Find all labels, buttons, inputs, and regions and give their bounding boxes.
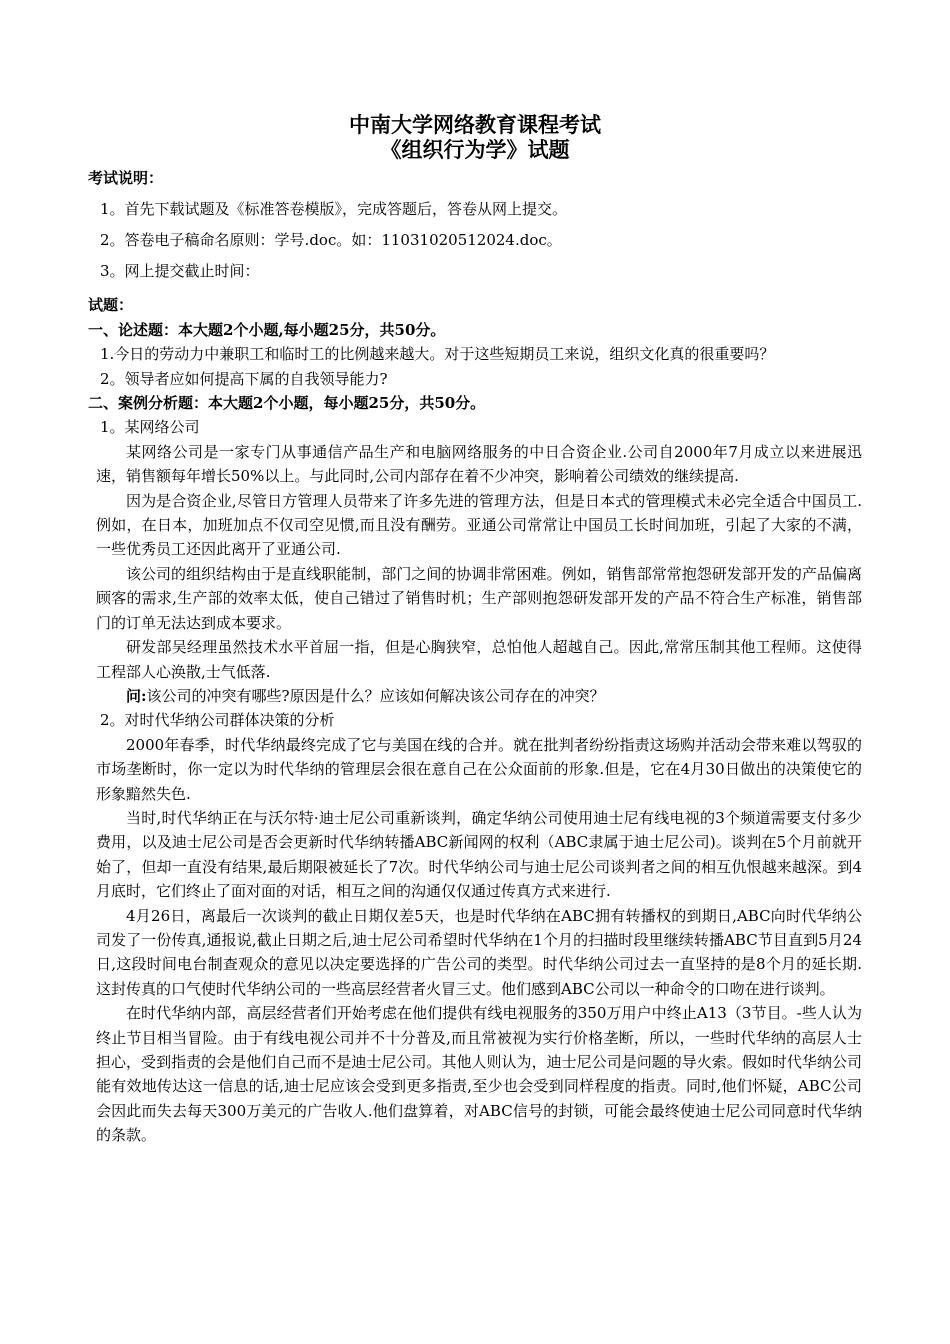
case1-question <box>96 684 862 708</box>
case1-question-text: 该公司的冲突有哪些?原因是什么？应该如何解决该公司存在的冲突？ <box>146 686 605 705</box>
instruction-item-2: 2。答卷电子稿命名原则：学号.doc。如：11031020512024.doc。 <box>100 231 562 250</box>
instructions-label: 考试说明： <box>88 169 164 187</box>
document-title-line2: 《组织行为学》试题 <box>380 137 570 162</box>
case2-paragraph-3: 4月26日，离最后一次谈判的截止日期仅差5天，也是时代华纳在ABC拥有转播权的到期日,ABC向时代华纳公司发了一份传真,通报说,截止日期之后,迪士尼公司希望时代华纳在1个月的扫描时段里继续转播ABC节目直到5月24日,这段时间电台制查观众的意见以决定要选择的广告公司的类型。时代华纳公司过去一直坚持的是8个月的延长期.这封传真的口气使时代华纳公司的一些高层经营者火冒三丈。他们感到ABC公司以一种命令的口吻在进行谈判。 <box>96 906 862 998</box>
instruction-item-1: 1。首先下载试题及《标准答卷模版》，完成答题后，答卷从网上提交。 <box>100 200 568 219</box>
case1-question-label: 问: <box>126 686 147 705</box>
section2-heading: 二、案例分析题：本大题2个小题，每小题25分，共50分。 <box>88 394 486 413</box>
section1-heading: 一、论述题：本大题2个小题,每小题25分，共50分。 <box>88 320 446 339</box>
case1-paragraph-2: 因为是合资企业,尽管日方管理人员带来了许多先进的管理方法，但是日本式的管理模式未必完全适合中国员工.例如，在日本，加班加点不仅司空见惯,而且没有酬劳。亚通公司常常让中国员工长时间加班，引起了大家的不满，一些优秀员工还因此离开了亚通公司. <box>96 491 862 559</box>
case2-paragraph-1: 2000年春季，时代华纳最终完成了它与美国在线的合并。就在批判者纷纷指责这场购并活动会带来难以驾驭的市场垄断时，你一定以为时代华纳的管理层会很在意自己在公众面前的形象.但是，它在4月30日做出的决策使它的形象黯然失色. <box>96 735 862 803</box>
section1-question-2: 2。领导者应如何提高下属的自我领导能力? <box>100 369 388 388</box>
document-title-line1: 中南大学网络教育课程考试 <box>349 112 601 137</box>
case1-title: 1。某网络公司 <box>100 418 200 437</box>
exam-document <box>88 112 862 1148</box>
case1-paragraph-3: 该公司的组织结构由于是直线职能制，部门之间的协调非常困难。例如，销售部常常抱怨研发部开发的产品偏离顾客的需求,生产部的效率太低，使自己错过了销售时机；生产部则抱怨研发部开发的产品不符合生产标准，销售部门的订单无法达到成本要求。 <box>96 564 862 632</box>
case1-paragraph-4: 研发部吴经理虽然技术水平首屈一指，但是心胸狭窄，总怕他人超越自己。因此,常常压制其他工程师。这使得工程部人心涣散,士气低落. <box>96 638 862 681</box>
case2-paragraph-2: 当时,时代华纳正在与沃尔特·迪士尼公司重新谈判，确定华纳公司使用迪士尼有线电视的3个频道需要支付多少费用，以及迪士尼公司是否会更新时代华纳转播ABC新闻网的权利（ABC隶属于迪士尼公司)。谈判在5个月前就开始了，但却一直没有结果,最后期限被延长了7次。时代华纳公司与迪士尼公司谈判者之间的相互仇恨越来越深。到4月底时，它们终止了面对面的对话，相互之间的沟通仅仅通过传真方式来进行. <box>96 808 862 901</box>
questions-label: 试题： <box>88 296 134 315</box>
instruction-item-3: 3。网上提交截止时间： <box>100 262 260 281</box>
case2-title: 2。对时代华纳公司群体决策的分析 <box>100 711 335 730</box>
section1-question-1: 1.今日的劳动力中兼职工和临时工的比例越来越大。对于这些短期员工来说，组织文化真的很重要吗？ <box>100 345 775 364</box>
case1-paragraph-1: 某网络公司是一家专门从事通信产品生产和电脑网络服务的中日合资企业.公司自2000年7月成立以来进展迅速，销售额每年增长50%以上。与此同时,公司内部存在着不少冲突，影响着公司绩效的继续提高. <box>96 442 862 486</box>
case2-paragraph-4: 在时代华纳内部，高层经营者们开始考虑在他们提供有线电视服务的350万用户中终止A13（3节目。-些人认为终止节目相当冒险。由于有线电视公司并不十分普及,而且常被视为实行价格垄断，所以，一些时代华纳的高层人士担心，受到指责的会是他们自己而不是迪士尼公司。其他人则认为，迪士尼公司是问题的导火索。假如时代华纳公司能有效地传达这一信息的话,迪士尼应该会受到更多指责,至少也会受到同样程度的指责。同时,他们怀疑，ABC公司会因此而失去每天300万美元的广告收人.他们盘算着，对ABC信号的封锁，可能会最终使迪士尼公司同意时代华纳的条款。 <box>96 1004 862 1145</box>
